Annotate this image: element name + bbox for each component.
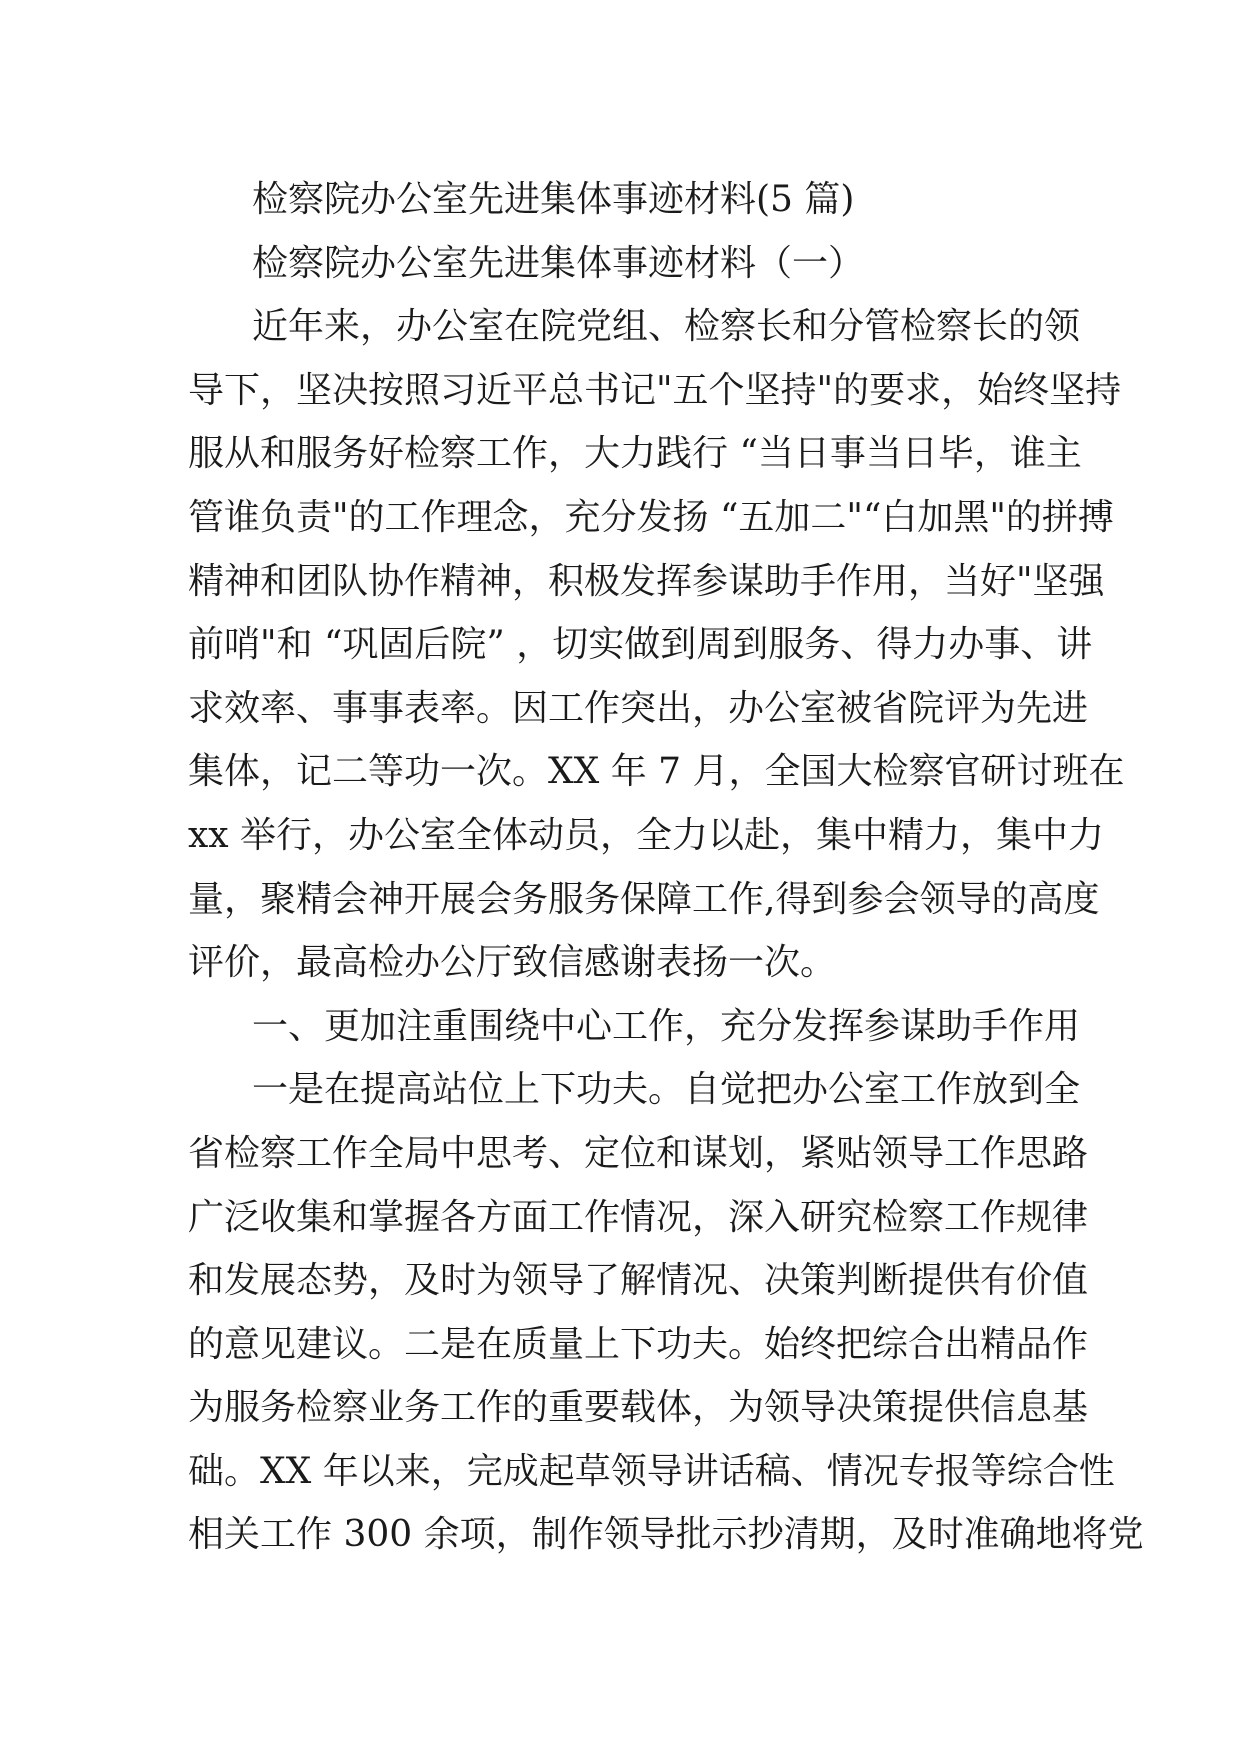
paragraph-1-line: xx 举行，办公室全体动员，全力以赴，集中精力，集中力 [188, 814, 1105, 856]
paragraph-1-line: 导下，坚决按照习近平总书记"五个坚持"的要求，始终坚持 [188, 369, 1122, 411]
paragraph-3-line: 一是在提高站位上下功夫。自觉把办公室工作放到全 [252, 1069, 1081, 1111]
paragraph-1-line: 求效率、事事表率。因工作突出，办公室被省院评为先进 [188, 687, 1089, 729]
paragraph-1-line: 近年来，办公室在院党组、检察长和分管检察长的领 [252, 306, 1081, 348]
paragraph-3-line: 为服务检察业务工作的重要载体，为领导决策提供信息基 [188, 1387, 1089, 1429]
paragraph-3-line: 省检察工作全局中思考、定位和谋划，紧贴领导工作思路 [188, 1132, 1089, 1174]
paragraph-3-line: 相关工作 300 余项，制作领导批示抄清期，及时准确地将党 [188, 1514, 1144, 1556]
paragraph-3-line: 础。XX 年以来，完成起草领导讲话稿、情况专报等综合性 [188, 1450, 1115, 1492]
paragraph-1-line: 前哨"和 “巩固后院” ，切实做到周到服务、得力办事、讲 [188, 624, 1093, 666]
document-title: 检察院办公室先进集体事迹材料(5 篇) [252, 179, 855, 220]
document-body [188, 168, 1144, 1567]
paragraph-3-line: 和发展态势，及时为领导了解情况、决策判断提供有价值 [188, 1260, 1089, 1302]
paragraph-1-line: 精神和团队协作精神，积极发挥参谋助手作用，当好"坚强 [188, 560, 1105, 602]
paragraph-3-line: 的意见建议。二是在质量上下功夫。始终把综合出精品作 [188, 1323, 1089, 1365]
section-heading: 一、更加注重围绕中心工作，充分发挥参谋助手作用 [252, 1005, 1081, 1047]
paragraph-1-line: 服从和服务好检察工作，大力践行 “当日事当日毕，谁主 [188, 433, 1082, 475]
paragraph-1-line: 量，聚精会神开展会务服务保障工作,得到参会领导的高度 [188, 878, 1100, 920]
paragraph-3-line: 广泛收集和掌握各方面工作情况，深入研究检察工作规律 [188, 1196, 1089, 1238]
paragraph-1-line: 评价，最高检办公厅致信感谢表扬一次。 [188, 942, 837, 984]
paragraph-1-line: 集体，记二等功一次。XX 年 7 月，全国大检察官研讨班在 [188, 751, 1125, 793]
paragraph-1-line: 管谁负责"的工作理念，充分发扬 “五加二"“白加黑"的拼搏 [188, 496, 1114, 538]
document-subtitle: 检察院办公室先进集体事迹材料（一） [252, 242, 865, 284]
